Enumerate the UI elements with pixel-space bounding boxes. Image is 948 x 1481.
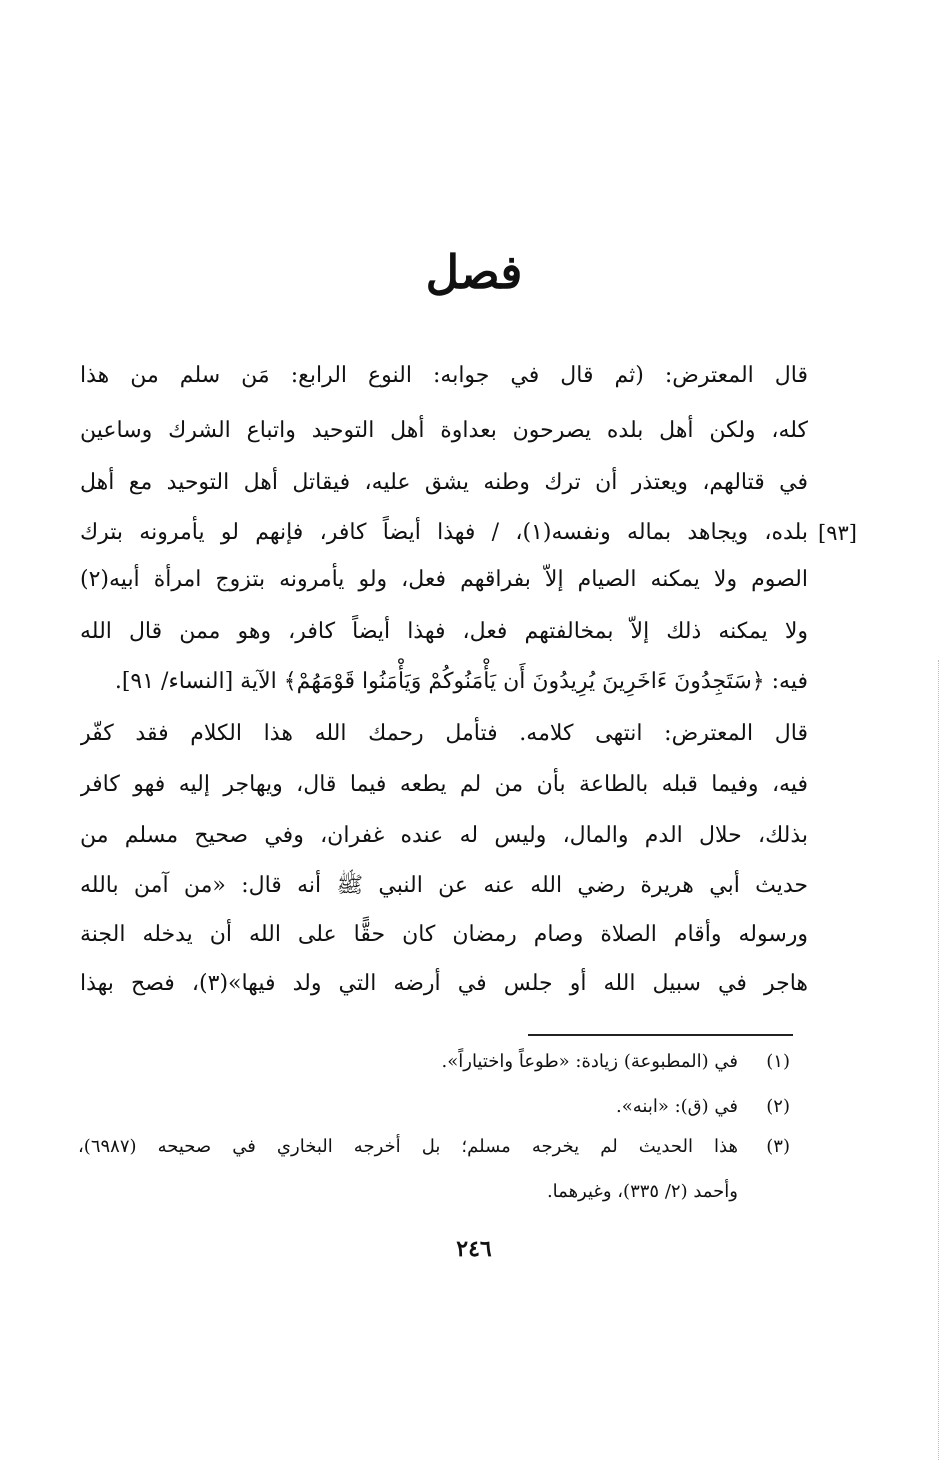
margin-page-marker: [٩٣] xyxy=(818,521,857,545)
text-line: قال المعترض: انتهى كلامه. فتأمل رحمك الله هذا الكلام فقد كفّر xyxy=(80,721,808,746)
footnote-number: (٣) xyxy=(766,1136,790,1157)
footnote-continuation: وأحمد (٢/ ٣٣٥)، وغيرهما. xyxy=(546,1181,738,1202)
text-line: بذلك، حلال الدم والمال، وليس له عنده غفران، وفي صحيح مسلم من xyxy=(80,823,808,848)
text-line: كله، ولكن أهل بلده يصرحون بعداوة أهل التوحيد واتباع الشرك وساعين xyxy=(80,418,808,443)
text-line: في قتالهم، ويعتذر أن ترك وطنه يشق عليه، فيقاتل أهل التوحيد مع أهل xyxy=(80,470,808,495)
text-line: قال المعترض: (ثم قال في جوابه: النوع الرابع: مَن سلم من هذا xyxy=(80,363,808,388)
footnote-text: في (المطبوعة) زيادة: «طوعاً واختياراً». xyxy=(441,1051,738,1072)
page-edge xyxy=(938,660,939,1460)
footnote-number: (١) xyxy=(766,1051,790,1072)
text-line: حديث أبي هريرة رضي الله عنه عن النبي ﷺ أنه قال: «من آمن بالله xyxy=(80,873,808,898)
text-line: هاجر في سبيل الله أو جلس في أرضه التي ولد فيها»(٣)، فصح بهذا xyxy=(80,971,808,996)
text-line: ولا يمكنه ذلك إلاّ بمخالفتهم فعل، فهذا أيضاً كافر، وهو ممن قال الله xyxy=(80,619,808,644)
text-line: الصوم ولا يمكنه الصيام إلاّ بفراقهم فعل، ولو يأمرونه بتزوج امرأة أبيه(٢) xyxy=(80,567,808,592)
text-line: بلده، ويجاهد بماله ونفسه(١)، / فهذا أيضاً كافر، فإنهم لو يأمرونه بترك xyxy=(80,520,808,545)
text-line: ورسوله وأقام الصلاة وصام رمضان كان حقًّا على الله أن يدخله الجنة xyxy=(80,922,808,947)
section-title: فصل xyxy=(425,245,523,299)
footnote-number: (٢) xyxy=(766,1096,790,1117)
footnote-text: هذا الحديث لم يخرجه مسلم؛ بل أخرجه البخاري في صحيحه (٦٩٨٧)، xyxy=(78,1136,738,1157)
page-number: ٢٤٦ xyxy=(456,1236,492,1262)
footnote-separator xyxy=(528,1034,793,1036)
footnote-text: في (ق): «ابنه». xyxy=(616,1096,738,1117)
text-line: فيه: ﴿سَتَجِدُونَ ءَاخَرِينَ يُرِيدُونَ أَن يَأْمَنُوكُمْ وَيَأْمَنُوا قَوْمَهُمْ﴾ الآية [النساء/ ٩١]. xyxy=(114,669,808,694)
text-line: فيه، وفيما قبله بالطاعة بأن من لم يطعه فيما قال، ويهاجر إليه فهو كافر xyxy=(80,772,808,797)
